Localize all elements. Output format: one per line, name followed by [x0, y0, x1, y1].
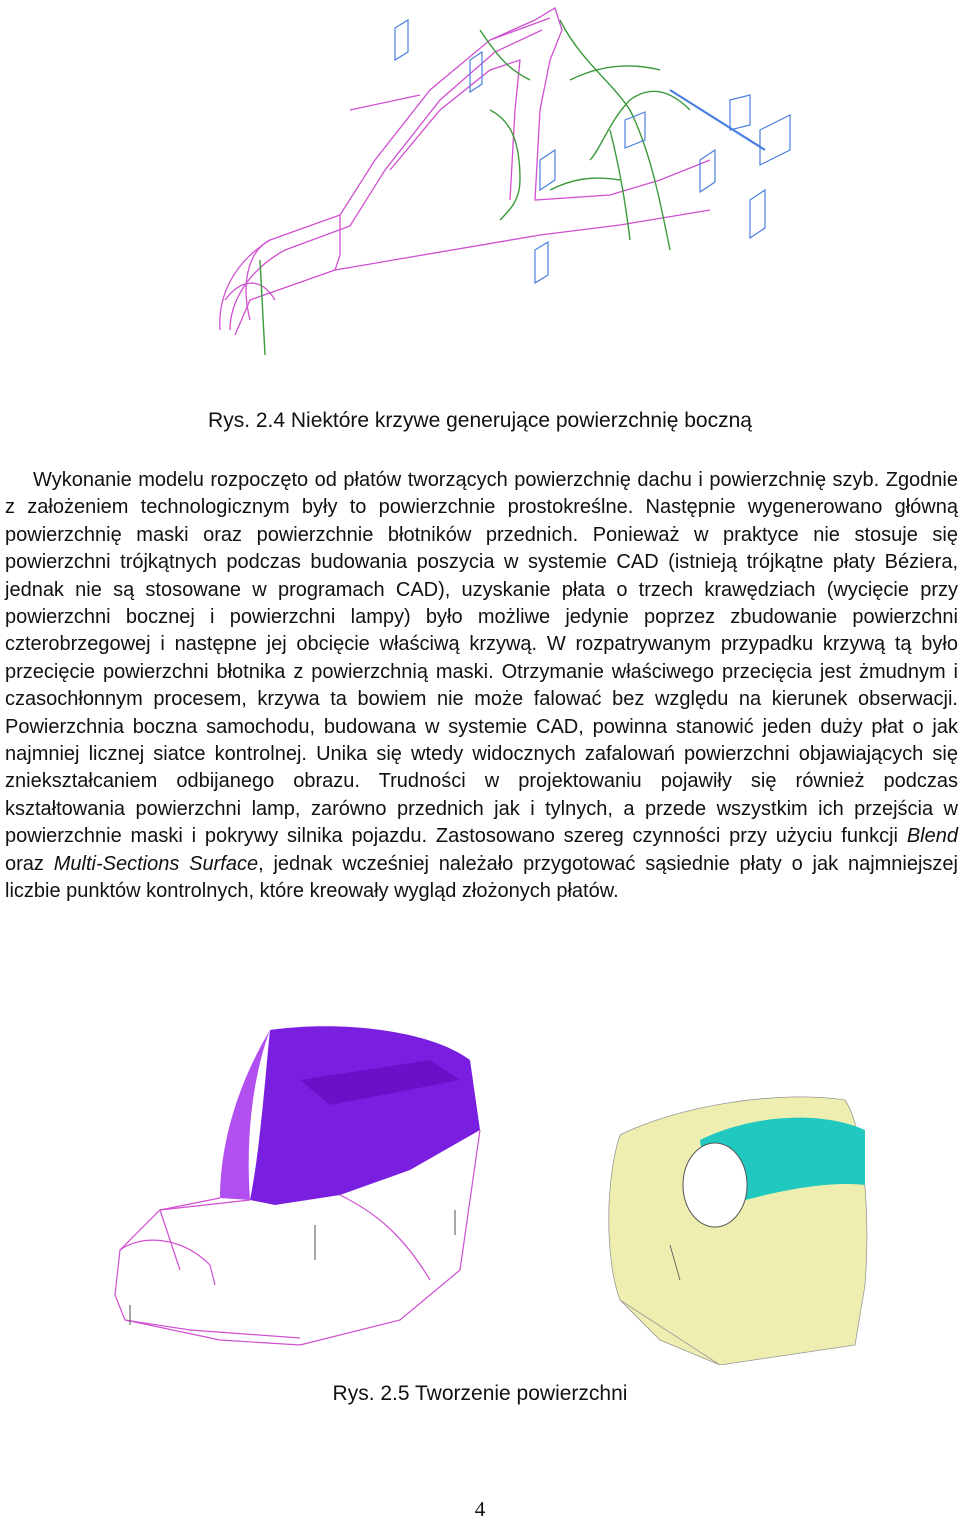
car-profile-lines — [220, 8, 710, 335]
paragraph-1 — [5, 467, 958, 906]
text-segment-2: oraz — [5, 852, 44, 875]
text-segment-1: Wykonanie modelu rozpoczęto od płatów tworzących powierzchnię dachu i powierzchnię szyb. Zgodnie z założeniem technologicznym były to powierzchnie prostokreślne. Następnie wygenerowano główną powierzchnię maski oraz powierzchnie błotników przednich. Ponieważ w praktyce nie stosuje się powierzchni trójkątnych podczas budowania poszycia w systemie CAD (istnieją trójkątne płaty Béziera, jednak nie są stosowane w programach CAD), uzyskanie płata o trzech krawędziach (wycięcie przy powierzchni bocznej i powierzchni lampy) było możliwe jedynie poprzez zbudowanie powierzchni czterobrzegowej i następne jej obcięcie właściwą krzywą. W rozpatrywanym przypadku krzywą tą było przecięcie powierzchni błotnika z powierzchnią maski. Otrzymanie właściwego przecięcia jest żmudnym i czasochłonnym procesem, krzywa ta bowiem nie może falować bez względu na kierunek obserwacji. Powierzchnia boczna samochodu, budowana w systemie CAD, powinna stanowić jeden duży płat o jak najmniej licznej siatce kontrolnej. Unika się wtedy widocznych zafalowań powierzchni objawiających się zniekształcaniem odbijanego obrazu. Trudności w projektowaniu pojawiły się również podczas kształtowania powierzchni lamp, zarówno przednich jak i tylnych, a przede wszystkim ich przejścia w powierzchnie maski i pokrywy silnika pojazdu. Zastosowano szereg czynności przy użyciu funkcji — [5, 469, 958, 848]
headlamp-opening — [683, 1143, 747, 1227]
figure-caption-1: Rys. 2.4 Niektóre krzywe generujące powierzchnię boczną — [208, 409, 752, 432]
right-car-render — [609, 1097, 867, 1365]
figure-side-curves — [190, 0, 810, 375]
figure-caption-2: Rys. 2.5 Tworzenie powierzchni — [332, 1382, 628, 1405]
figure-surface-creation — [100, 1020, 880, 1365]
left-car-render — [115, 1026, 480, 1345]
italic-term-blend: Blend — [906, 825, 958, 848]
text-segment-3: , jednak wcześniej należało przygotować sąsiednie płaty o jak najmniejszej liczbie punktów kontrolnych, które kreowały wygląd złożonych płatów. — [5, 852, 959, 903]
reference-planes — [395, 20, 790, 283]
page-number: 4 — [474, 1497, 486, 1521]
italic-term-multi-sections: Multi-Sections Surface — [53, 852, 259, 875]
body-paragraph — [5, 467, 958, 906]
roof-surface — [250, 1026, 480, 1205]
